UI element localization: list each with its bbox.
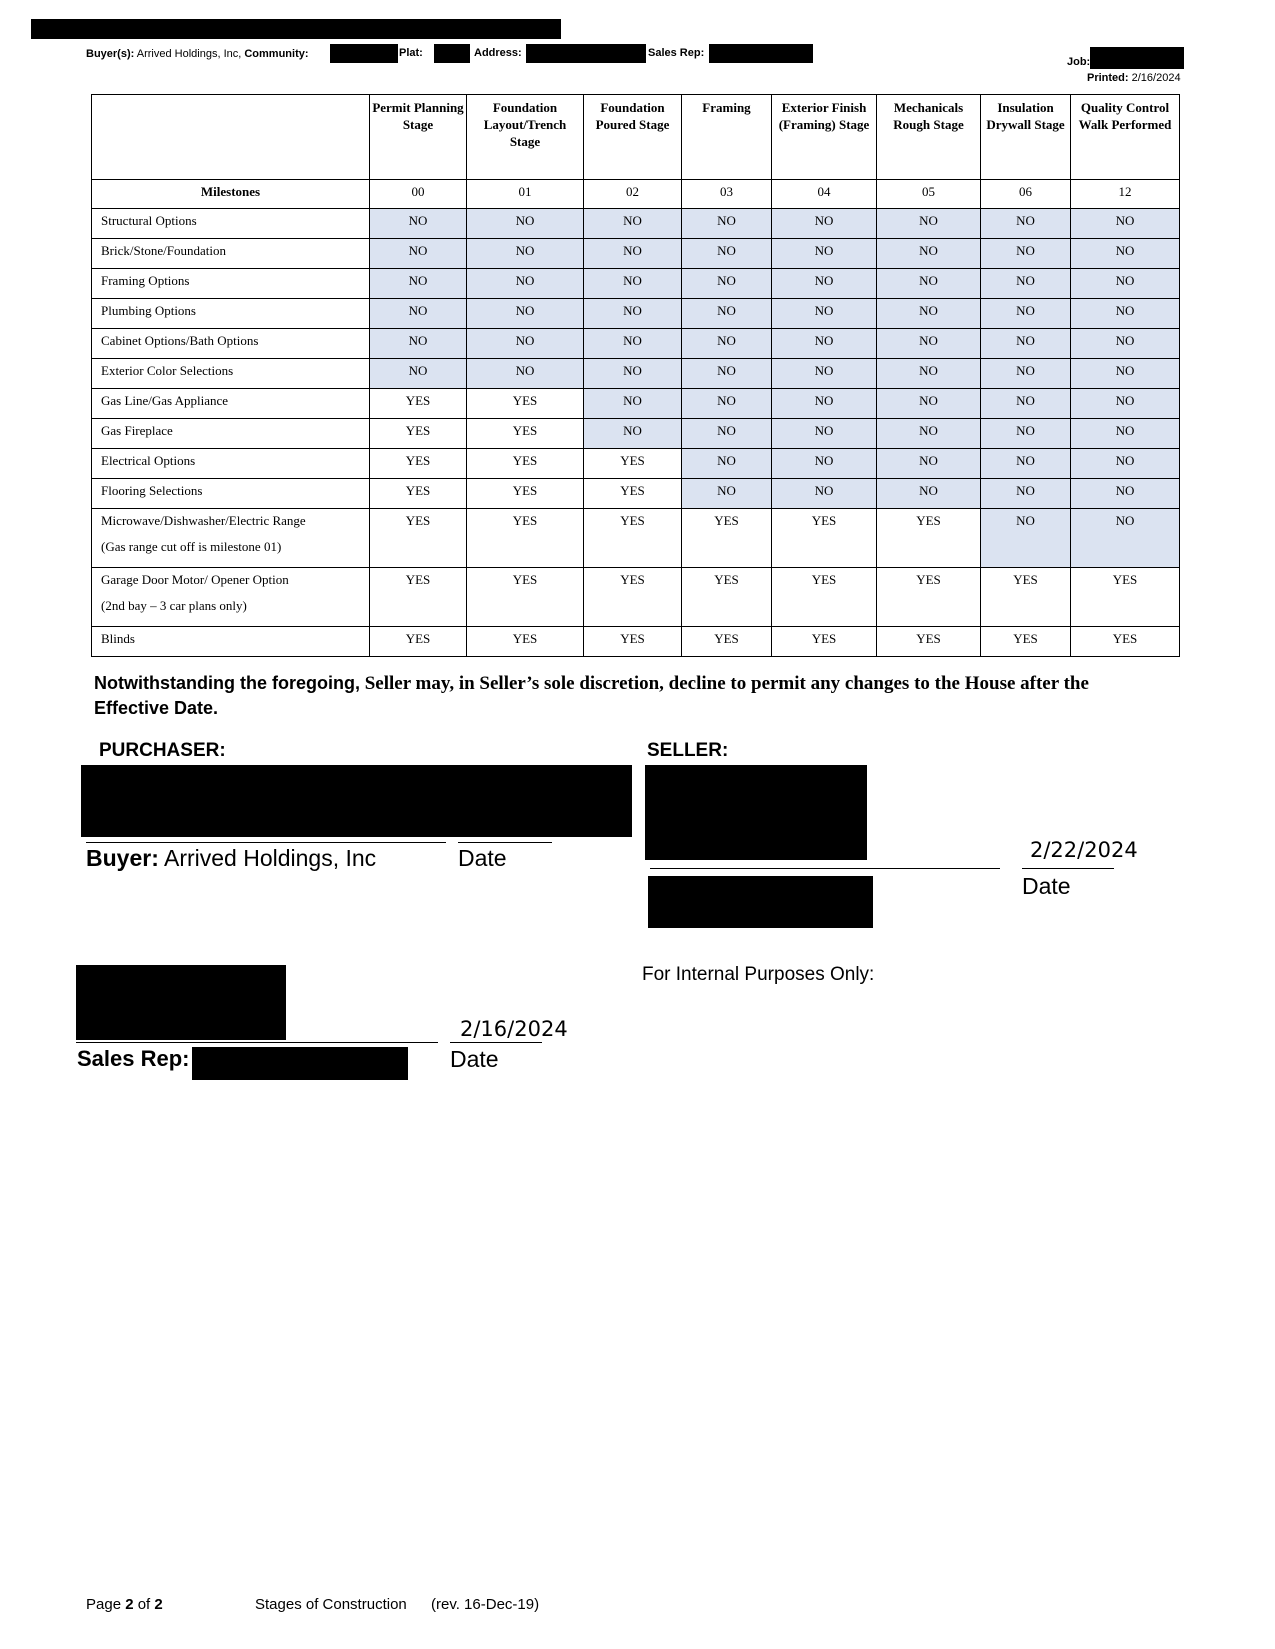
option-value-cell: YES — [682, 627, 772, 657]
option-value-cell: YES — [370, 509, 467, 568]
option-value-cell: NO — [584, 359, 682, 389]
option-label-cell — [92, 389, 370, 419]
option-value-cell: YES — [584, 627, 682, 657]
option-label-cell — [92, 269, 370, 299]
printed-label: Printed: — [1087, 72, 1129, 84]
option-value-cell: NO — [981, 419, 1071, 449]
seller-date-value: 2/22/2024 — [1030, 838, 1138, 862]
option-value-cell: NO — [682, 239, 772, 269]
option-value-cell: NO — [772, 359, 877, 389]
seller-signature-line — [650, 868, 1000, 869]
option-label: Blinds — [101, 631, 135, 646]
stage-header-cell: Quality Control Walk Performed — [1071, 95, 1180, 180]
seller-heading: SELLER: — [647, 740, 729, 761]
option-value-cell: NO — [981, 329, 1071, 359]
option-value-cell: YES — [370, 479, 467, 509]
option-row — [92, 329, 1180, 359]
option-value-cell: NO — [467, 329, 584, 359]
job-label: Job: — [1067, 56, 1091, 68]
option-value-cell: NO — [981, 449, 1071, 479]
option-value-cell: YES — [370, 419, 467, 449]
option-value-cell: NO — [1071, 509, 1180, 568]
option-value-cell: NO — [370, 239, 467, 269]
option-value-cell: NO — [370, 269, 467, 299]
option-value-cell: NO — [1071, 329, 1180, 359]
stage-header-row — [92, 95, 1180, 180]
option-label: Structural Options — [101, 213, 197, 228]
option-value-cell: NO — [981, 209, 1071, 239]
seller-discretion-notice — [94, 671, 1204, 720]
internal-purposes-note: For Internal Purposes Only: — [642, 964, 875, 985]
option-sublabel: (2nd bay – 3 car plans only) — [101, 598, 247, 613]
buyer-date-line — [458, 842, 552, 843]
buyers-label: Buyer(s): — [86, 48, 135, 60]
option-value-cell: NO — [981, 389, 1071, 419]
option-label: Framing Options — [101, 273, 190, 288]
option-value-cell: NO — [370, 299, 467, 329]
option-label: Microwave/Dishwasher/Electric Range — [101, 513, 306, 528]
option-label: Brick/Stone/Foundation — [101, 243, 226, 258]
option-value-cell: NO — [682, 299, 772, 329]
page-prefix: Page — [86, 1596, 126, 1613]
option-value-cell: NO — [1071, 449, 1180, 479]
option-value-cell: NO — [877, 239, 981, 269]
option-value-cell: NO — [877, 299, 981, 329]
option-value-cell: NO — [370, 329, 467, 359]
option-value-cell: NO — [1071, 419, 1180, 449]
page-current: 2 — [125, 1596, 134, 1613]
redaction-address — [526, 44, 646, 63]
redaction-seller-signature — [645, 765, 867, 860]
milestones-row — [92, 180, 1180, 209]
redaction-job — [1090, 47, 1184, 69]
option-value-cell: YES — [370, 389, 467, 419]
buyer-date-label: Date — [458, 845, 507, 871]
redaction-community — [330, 44, 398, 63]
option-label-cell — [92, 509, 370, 568]
option-value-cell: YES — [981, 568, 1071, 627]
option-value-cell: NO — [981, 239, 1071, 269]
sales-rep-date-value: 2/16/2024 — [460, 1017, 568, 1041]
option-value-cell: NO — [1071, 239, 1180, 269]
buyer-label: Buyer: — [86, 845, 159, 871]
option-row — [92, 389, 1180, 419]
milestone-code: 05 — [877, 180, 981, 209]
option-value-cell: NO — [682, 209, 772, 239]
option-row — [92, 299, 1180, 329]
option-label: Gas Fireplace — [101, 423, 173, 438]
option-value-cell: NO — [467, 359, 584, 389]
option-row — [92, 239, 1180, 269]
milestone-code: 01 — [467, 180, 584, 209]
option-value-cell: NO — [682, 359, 772, 389]
milestone-code: 04 — [772, 180, 877, 209]
option-label-cell — [92, 419, 370, 449]
option-value-cell: NO — [772, 329, 877, 359]
option-label: Exterior Color Selections — [101, 363, 234, 378]
notice-part1: Notwithstanding the foregoing, — [94, 673, 360, 693]
page-number — [86, 1596, 163, 1613]
option-row — [92, 419, 1180, 449]
seller-date-line — [1022, 868, 1114, 869]
address-label: Address: — [474, 47, 522, 59]
option-value-cell: NO — [1071, 269, 1180, 299]
stage-header-cell: Permit Planning Stage — [370, 95, 467, 180]
seller-date-label: Date — [1022, 873, 1071, 899]
option-label-cell — [92, 479, 370, 509]
option-value-cell: NO — [682, 449, 772, 479]
purchaser-heading: PURCHASER: — [99, 740, 226, 761]
option-value-cell: NO — [682, 419, 772, 449]
buyer-name: Arrived Holdings, Inc — [163, 845, 377, 871]
plat-label: Plat: — [399, 47, 423, 59]
milestone-code: 00 — [370, 180, 467, 209]
option-value-cell: YES — [467, 509, 584, 568]
option-value-cell: NO — [584, 419, 682, 449]
header-info-line — [86, 47, 309, 61]
option-value-cell: YES — [467, 449, 584, 479]
option-row — [92, 269, 1180, 299]
option-value-cell: YES — [1071, 627, 1180, 657]
option-label: Flooring Selections — [101, 483, 203, 498]
option-value-cell: NO — [981, 359, 1071, 389]
option-value-cell: NO — [1071, 299, 1180, 329]
sales-rep-label-header: Sales Rep: — [648, 47, 705, 59]
milestone-code: 02 — [584, 180, 682, 209]
buyer-caption — [86, 845, 376, 872]
option-value-cell: YES — [1071, 568, 1180, 627]
option-value-cell: YES — [877, 568, 981, 627]
option-value-cell: NO — [467, 209, 584, 239]
option-label-cell — [92, 299, 370, 329]
option-value-cell: NO — [772, 299, 877, 329]
stage-header-cell: Mechanicals Rough Stage — [877, 95, 981, 180]
option-value-cell: NO — [877, 449, 981, 479]
option-value-cell: NO — [772, 449, 877, 479]
stage-header-cell: Exterior Finish (Framing) Stage — [772, 95, 877, 180]
option-value-cell: NO — [467, 239, 584, 269]
option-value-cell: YES — [981, 627, 1071, 657]
option-value-cell: NO — [772, 419, 877, 449]
option-row — [92, 359, 1180, 389]
stage-header-cell: Foundation Poured Stage — [584, 95, 682, 180]
milestones-label: Milestones — [92, 180, 370, 209]
option-value-cell: NO — [1071, 479, 1180, 509]
option-label-cell — [92, 359, 370, 389]
milestone-code: 12 — [1071, 180, 1180, 209]
option-value-cell: NO — [981, 269, 1071, 299]
option-value-cell: NO — [772, 479, 877, 509]
option-value-cell: YES — [584, 479, 682, 509]
option-value-cell: YES — [682, 568, 772, 627]
option-row — [92, 568, 1180, 627]
option-value-cell: NO — [772, 239, 877, 269]
option-row — [92, 509, 1180, 568]
option-value-cell: NO — [584, 209, 682, 239]
option-value-cell: YES — [584, 449, 682, 479]
option-label-cell — [92, 209, 370, 239]
page-total: 2 — [154, 1596, 163, 1613]
option-value-cell: YES — [467, 389, 584, 419]
option-value-cell: NO — [877, 269, 981, 299]
community-label: Community: — [244, 48, 309, 60]
stages-table — [91, 94, 1180, 657]
option-value-cell: NO — [877, 359, 981, 389]
option-label-cell — [92, 329, 370, 359]
option-sublabel: (Gas range cut off is milestone 01) — [101, 539, 282, 554]
redaction-purchaser-signature — [81, 765, 632, 837]
redaction-bar-title — [31, 19, 561, 39]
option-label: Electrical Options — [101, 453, 196, 468]
buyer-signature-line — [86, 842, 446, 843]
option-value-cell: YES — [370, 568, 467, 627]
option-value-cell: NO — [467, 269, 584, 299]
printed-date — [1087, 72, 1181, 84]
buyers-value: Arrived Holdings, Inc, — [136, 48, 242, 60]
sales-rep-label: Sales Rep: — [77, 1046, 190, 1071]
option-value-cell: YES — [772, 627, 877, 657]
option-value-cell: YES — [584, 509, 682, 568]
option-value-cell: NO — [877, 479, 981, 509]
option-value-cell: NO — [772, 389, 877, 419]
option-label-cell — [92, 627, 370, 657]
doc-revision: (rev. 16-Dec-19) — [431, 1596, 540, 1613]
option-value-cell: NO — [370, 359, 467, 389]
option-value-cell: NO — [682, 329, 772, 359]
option-value-cell: YES — [370, 449, 467, 479]
option-value-cell: YES — [772, 568, 877, 627]
notice-part2: Seller may, in Seller’s sole discretion, decline to permit any changes to the House after the — [359, 673, 1089, 694]
option-row — [92, 209, 1180, 239]
option-value-cell: NO — [877, 389, 981, 419]
option-value-cell: NO — [877, 419, 981, 449]
option-value-cell: NO — [1071, 389, 1180, 419]
redaction-seller-name — [648, 876, 873, 928]
option-value-cell: YES — [467, 419, 584, 449]
option-value-cell: NO — [682, 479, 772, 509]
option-row — [92, 449, 1180, 479]
stage-header-cell: Framing — [682, 95, 772, 180]
redaction-sales-rep-name — [192, 1047, 408, 1080]
option-value-cell: YES — [467, 568, 584, 627]
sales-rep-date-line — [450, 1042, 542, 1043]
option-value-cell: NO — [877, 329, 981, 359]
option-value-cell: YES — [877, 627, 981, 657]
redaction-sales-rep-signature — [76, 965, 286, 1040]
option-value-cell: NO — [584, 299, 682, 329]
stage-header-cell: Foundation Layout/Trench Stage — [467, 95, 584, 180]
option-value-cell: NO — [1071, 209, 1180, 239]
option-value-cell: NO — [370, 209, 467, 239]
option-value-cell: NO — [584, 389, 682, 419]
corner-cell — [92, 95, 370, 180]
option-value-cell: YES — [467, 479, 584, 509]
option-value-cell: YES — [584, 568, 682, 627]
option-value-cell: NO — [682, 269, 772, 299]
redaction-plat — [434, 44, 470, 63]
printed-value: 2/16/2024 — [1131, 72, 1181, 84]
option-value-cell: NO — [772, 209, 877, 239]
option-label: Plumbing Options — [101, 303, 196, 318]
page-of: of — [133, 1596, 155, 1613]
option-value-cell: NO — [1071, 359, 1180, 389]
option-value-cell: NO — [682, 389, 772, 419]
milestone-code: 03 — [682, 180, 772, 209]
option-label: Garage Door Motor/ Opener Option — [101, 572, 289, 587]
option-label-cell — [92, 449, 370, 479]
option-value-cell: YES — [682, 509, 772, 568]
redaction-sales-rep-header — [709, 44, 813, 63]
option-label: Gas Line/Gas Appliance — [101, 393, 229, 408]
notice-part3: Effective Date. — [94, 698, 219, 718]
option-label-cell — [92, 568, 370, 627]
option-label: Cabinet Options/Bath Options — [101, 333, 259, 348]
option-value-cell: YES — [370, 627, 467, 657]
option-value-cell: NO — [981, 299, 1071, 329]
sales-rep-signature-line — [76, 1042, 438, 1043]
option-value-cell: NO — [981, 509, 1071, 568]
option-value-cell: YES — [877, 509, 981, 568]
option-row — [92, 627, 1180, 657]
milestone-code: 06 — [981, 180, 1071, 209]
option-value-cell: NO — [772, 269, 877, 299]
option-value-cell: NO — [584, 329, 682, 359]
option-value-cell: NO — [467, 299, 584, 329]
doc-title: Stages of Construction — [255, 1596, 407, 1613]
option-value-cell: NO — [584, 269, 682, 299]
option-value-cell: NO — [584, 239, 682, 269]
option-value-cell: NO — [981, 479, 1071, 509]
option-value-cell: YES — [772, 509, 877, 568]
option-row — [92, 479, 1180, 509]
sales-rep-date-label: Date — [450, 1046, 499, 1072]
option-label-cell — [92, 239, 370, 269]
option-value-cell: NO — [877, 209, 981, 239]
stage-header-cell: Insulation Drywall Stage — [981, 95, 1071, 180]
option-value-cell: YES — [467, 627, 584, 657]
